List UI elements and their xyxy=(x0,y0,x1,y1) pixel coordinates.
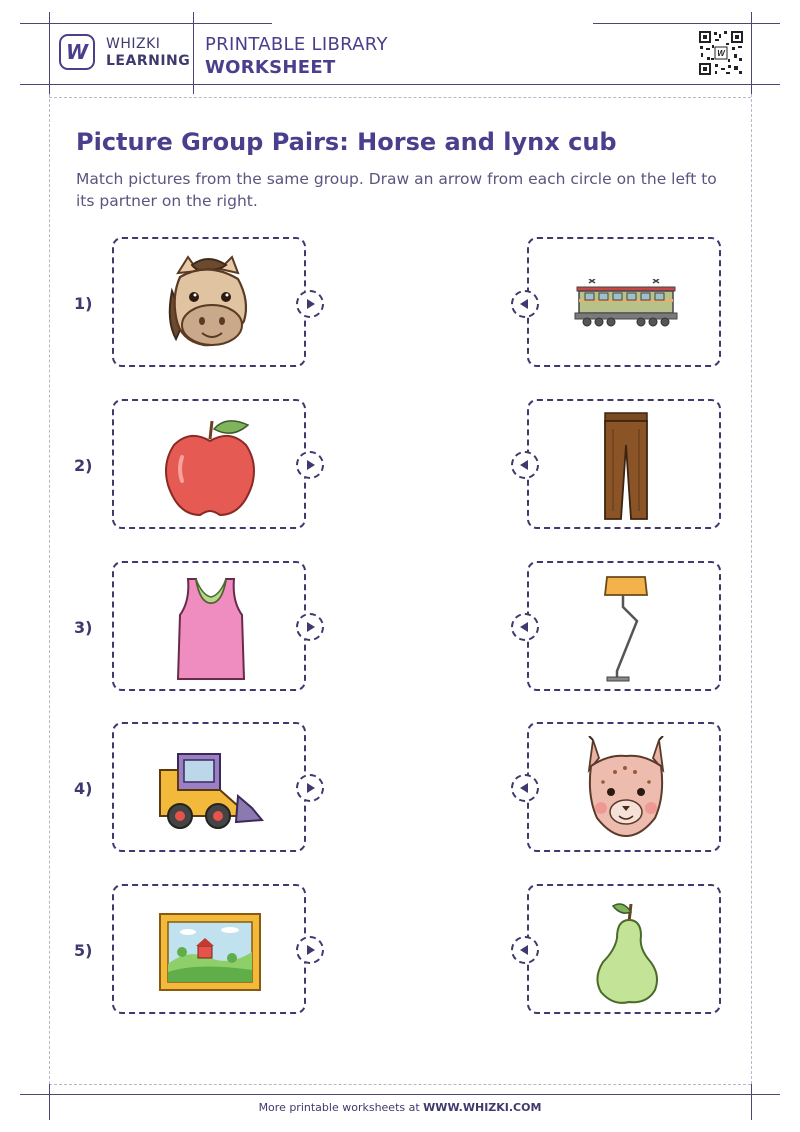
row-number: 4) xyxy=(74,779,93,798)
right-connector-dot[interactable] xyxy=(511,936,539,964)
brand-name: WHIZKI xyxy=(106,36,161,52)
worksheet-instructions: Match pictures from the same group. Draw an arrow from each circle on the left to its partner on the right. xyxy=(76,170,717,210)
apple-icon xyxy=(160,411,260,519)
row-number: 5) xyxy=(74,941,93,960)
right-connector-dot[interactable] xyxy=(511,613,539,641)
left-picture-card xyxy=(112,884,306,1014)
worksheet-title: Picture Group Pairs: Horse and lynx cub xyxy=(76,128,617,156)
left-connector-dot[interactable] xyxy=(296,936,324,964)
right-connector-dot[interactable] xyxy=(511,290,539,318)
tank-top-icon xyxy=(170,575,252,681)
left-connector-dot[interactable] xyxy=(296,774,324,802)
right-picture-card xyxy=(527,399,721,529)
svg-text:W: W xyxy=(717,49,725,58)
library-label: PRINTABLE LIBRARY xyxy=(205,34,388,55)
left-picture-card xyxy=(112,399,306,529)
trousers-icon xyxy=(601,411,651,521)
arrow-right-icon xyxy=(304,782,316,794)
row-number: 1) xyxy=(74,294,93,313)
left-picture-card xyxy=(112,722,306,852)
arrow-left-icon xyxy=(519,782,531,794)
footer-link[interactable]: WWW.WHIZKI.COM xyxy=(423,1101,542,1114)
left-connector-dot[interactable] xyxy=(296,451,324,479)
right-picture-card xyxy=(527,237,721,367)
horse-icon xyxy=(158,251,262,355)
arrow-right-icon xyxy=(304,944,316,956)
left-picture-card xyxy=(112,561,306,691)
landscape-picture-icon xyxy=(158,912,262,992)
worksheet-label: WORKSHEET xyxy=(205,57,336,78)
left-connector-dot[interactable] xyxy=(296,613,324,641)
qr-code-icon xyxy=(698,30,744,76)
right-connector-dot[interactable] xyxy=(511,774,539,802)
arrow-right-icon xyxy=(304,459,316,471)
arrow-right-icon xyxy=(304,298,316,310)
footer-text: More printable worksheets at xyxy=(258,1101,424,1114)
pear-icon xyxy=(591,898,661,1006)
arrow-left-icon xyxy=(519,621,531,633)
arrow-left-icon xyxy=(519,298,531,310)
left-connector-dot[interactable] xyxy=(296,290,324,318)
bulldozer-icon xyxy=(156,750,268,832)
right-picture-card xyxy=(527,884,721,1014)
footer xyxy=(0,1101,800,1114)
right-connector-dot[interactable] xyxy=(511,451,539,479)
train-icon xyxy=(573,279,679,329)
brand-subname: LEARNING xyxy=(106,53,191,69)
row-number: 3) xyxy=(74,618,93,637)
lynx-cub-icon xyxy=(581,736,671,842)
arrow-right-icon xyxy=(304,621,316,633)
right-picture-card xyxy=(527,722,721,852)
arrow-left-icon xyxy=(519,944,531,956)
row-number: 2) xyxy=(74,456,93,475)
arrow-left-icon xyxy=(519,459,531,471)
left-picture-card xyxy=(112,237,306,367)
whizki-logo xyxy=(59,34,95,70)
right-picture-card xyxy=(527,561,721,691)
logo-letter: W xyxy=(65,40,89,64)
floor-lamp-icon xyxy=(601,573,651,685)
